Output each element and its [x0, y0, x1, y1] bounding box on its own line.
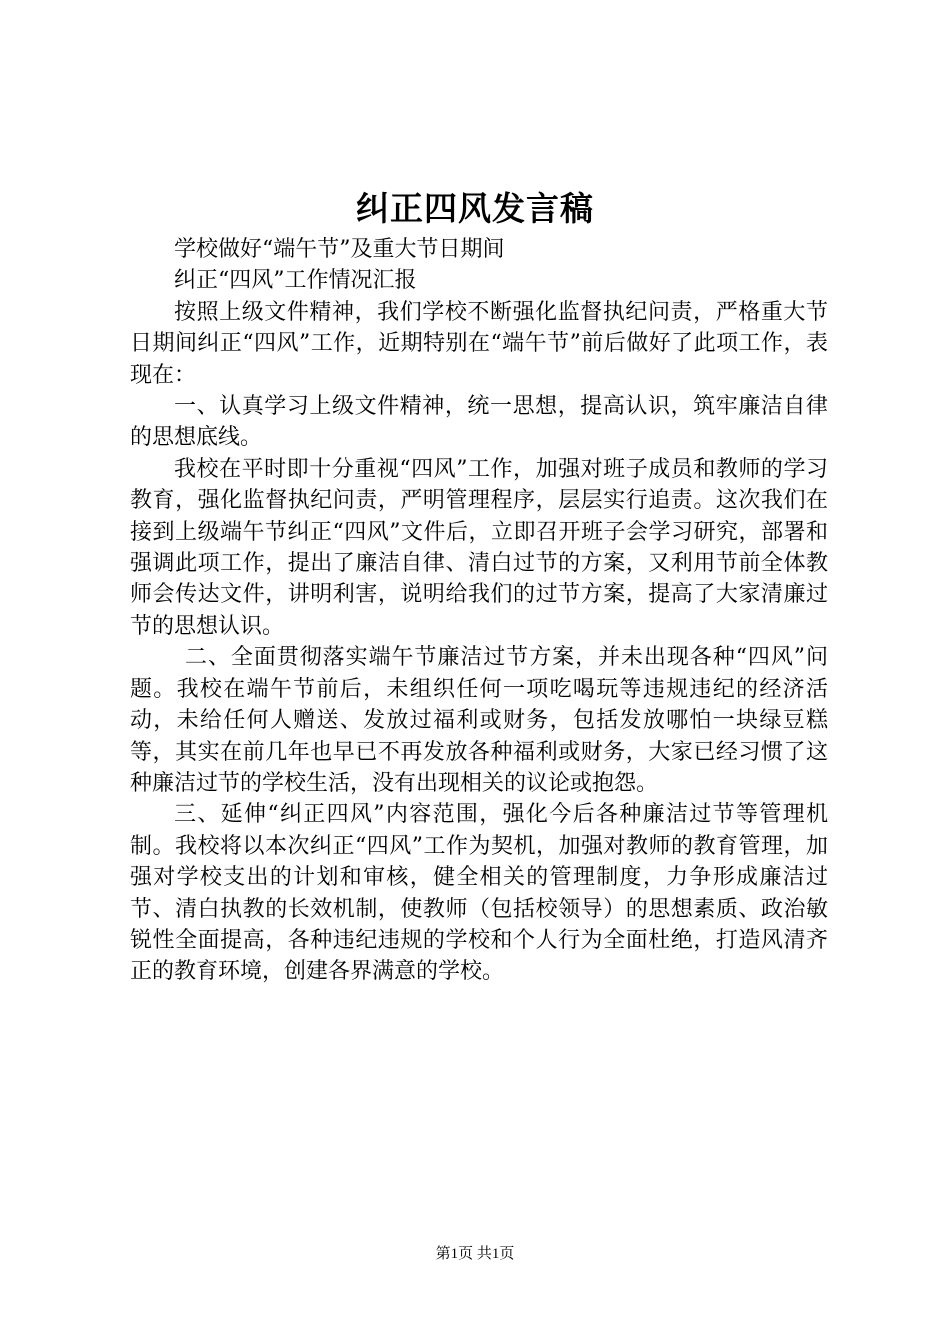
subtitle-line-2: 纠正“四风”工作情况汇报 — [174, 268, 417, 294]
paragraph-section-1-body: 我校在平时即十分重视“四风”工作，加强对班子成员和教师的学习教育，强化监督执纪问责，严明管理程序，层层实行追责。这次我们在接到上级端午节纠正“四风”文件后，立即召开班子会学习研究，部署和强调此项工作，提出了廉洁自律、清白过节的方案，又利用节前全体教师会传达文件，讲明利害，说明给我们的过节方案，提高了大家清廉过节的思想认识。 — [130, 456, 828, 639]
document-body — [130, 234, 828, 988]
document-title: 纠正四风发言稿 — [356, 189, 594, 228]
page-footer: 第1页 共1页 — [435, 1246, 515, 1262]
paragraph-intro: 按照上级文件精神，我们学校不断强化监督执纪问责，严格重大节日期间纠正“四风”工作，近期特别在“端午节”前后做好了此项工作，表现在： — [130, 299, 828, 388]
paragraph-section-3: 三、延伸“纠正四风”内容范围，强化今后各种廉洁过节等管理机制。我校将以本次纠正“四风”工作为契机，加强对教师的教育管理，加强对学校支出的计划和审核，健全相关的管理制度，力争形成廉洁过节、清白执教的长效机制，使教师（包括校领导）的思想素质、政治敏锐性全面提高，各种违纪违规的学校和个人行为全面杜绝，打造风清齐正的教育环境，创建各界满意的学校。 — [130, 802, 828, 985]
paragraph-section-1-heading: 一、认真学习上级文件精神，统一思想，提高认识，筑牢廉洁自律的思想底线。 — [130, 394, 828, 451]
paragraph-section-2: 二、全面贯彻落实端午节廉洁过节方案，并未出现各种“四风”问题。我校在端午节前后，未组织任何一项吃喝玩等违规违纪的经济活动，未给任何人赠送、发放过福利或财务，包括发放哪怕一块绿豆糕等，其实在前几年也早已不再发放各种福利或财务，大家已经习惯了这种廉洁过节的学校生活，没有出现相关的议论或抱怨。 — [130, 645, 828, 796]
subtitle-line-1: 学校做好“端午节”及重大节日期间 — [174, 237, 505, 262]
